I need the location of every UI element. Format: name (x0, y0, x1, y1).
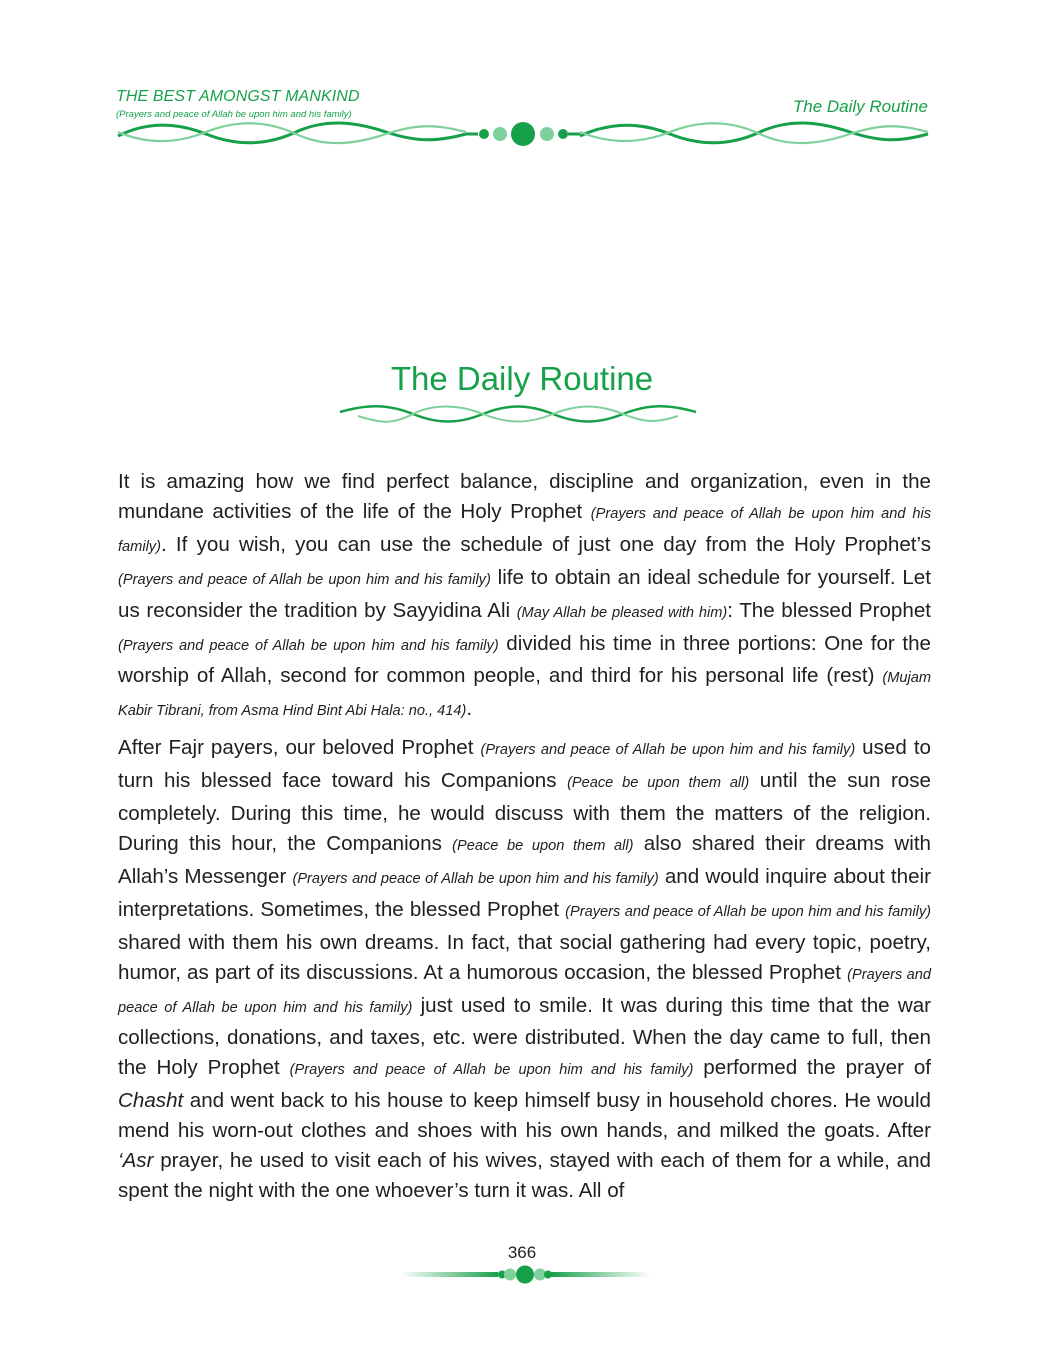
footer-ornament (400, 1264, 650, 1286)
page-header (0, 0, 1044, 150)
book-title: THE BEST AMONGST MANKIND (116, 88, 360, 105)
honorific: (Prayers and peace of Allah be upon him and his family) (565, 903, 931, 920)
chapter-title: The Daily Routine (390, 360, 654, 397)
text-run: life to obtain an ideal schedule for yourself. Let us reconsider the tradition by Sayyidina Ali (118, 565, 931, 622)
text-run: and would inquire about their interpretations. Sometimes, the blessed Prophet (118, 864, 931, 921)
text-run: used to turn his blessed face toward his Companions (118, 736, 931, 793)
text-run: : The blessed Prophet (727, 598, 931, 622)
honorific: (Prayers and peace of Allah be upon him and his family) (118, 966, 931, 1016)
honorific: (Prayers and peace of Allah be upon him and his family) (292, 870, 659, 887)
italic-term: Chasht (118, 1089, 184, 1113)
citation: (Mujam Kabir Tibrani, from Asma Hind Bint Abi Hala: no., 414) (118, 670, 931, 720)
text-run: . If you wish, you can use the schedule of just one day from the Holy Prophet’s (160, 532, 931, 556)
text-run: divided his time in three portions: One for the worship of Allah, second for common people, and third for his personal life (rest) (118, 631, 931, 688)
honorific: (Prayers and peace of Allah be upon him and his family) (480, 742, 856, 759)
text-run: until the sun rose completely. During this time, he would discuss with them the matters of the religion. During this hour, the Companions (118, 769, 932, 855)
honorific: (Prayers and peace of Allah be upon him and his family) (118, 637, 499, 654)
text-run: just used to smile. It was during this time that the war collections, donations, and taxes, etc. were distributed. When the day came to full, then the Holy Prophet (118, 993, 931, 1080)
honorific: (Peace be upon them all) (567, 775, 750, 792)
text-run: also shared their dreams with Allah’s Messenger (118, 831, 931, 888)
honorific: (Peace be upon them all) (452, 837, 634, 854)
honorific: (Prayers and peace of Allah be upon him and his family) (289, 1062, 694, 1079)
running-chapter-title: The Daily Routine (792, 97, 928, 116)
italic-term: ‘Asr (118, 1149, 154, 1173)
title-wave-ornament (338, 402, 698, 426)
header-wave-ornament (116, 118, 930, 150)
text-run: prayer, he used to visit each of his wives, stayed with each of them for a while, and spent the night with the one whoever’s turn it was. All of (118, 1149, 931, 1202)
paragraph-1 (118, 467, 931, 727)
text-run: and went back to his house to keep himself busy in household chores. He would mend his worn-out clothes and shoes with his own hands, and milked the goats. After (118, 1089, 931, 1143)
text-run: shared with them his own dreams. In fact, that social gathering had every topic, poetry, humor, as part of its discussions. At a humorous occasion, the blessed Prophet (118, 930, 931, 984)
text-run: After Fajr payers, our beloved Prophet (118, 736, 481, 760)
text-run: . (466, 697, 473, 721)
paragraph-2 (118, 733, 931, 1206)
page-number: 366 (507, 1243, 537, 1262)
honorific: (Prayers and peace of Allah be upon him and his family) (118, 571, 491, 588)
body-text (118, 467, 931, 1212)
text-run: It is amazing how we find perfect balance, discipline and organization, even in the mundane activities of the life of the Holy Prophet (118, 470, 931, 523)
honorific: (Prayers and peace of Allah be upon him and his family) (118, 505, 932, 555)
text-run: performed the prayer of (693, 1056, 932, 1080)
honorific: (May Allah be pleased with him) (516, 604, 728, 621)
book-subtitle: (Prayers and peace of Allah be upon him and his family) (116, 109, 352, 120)
